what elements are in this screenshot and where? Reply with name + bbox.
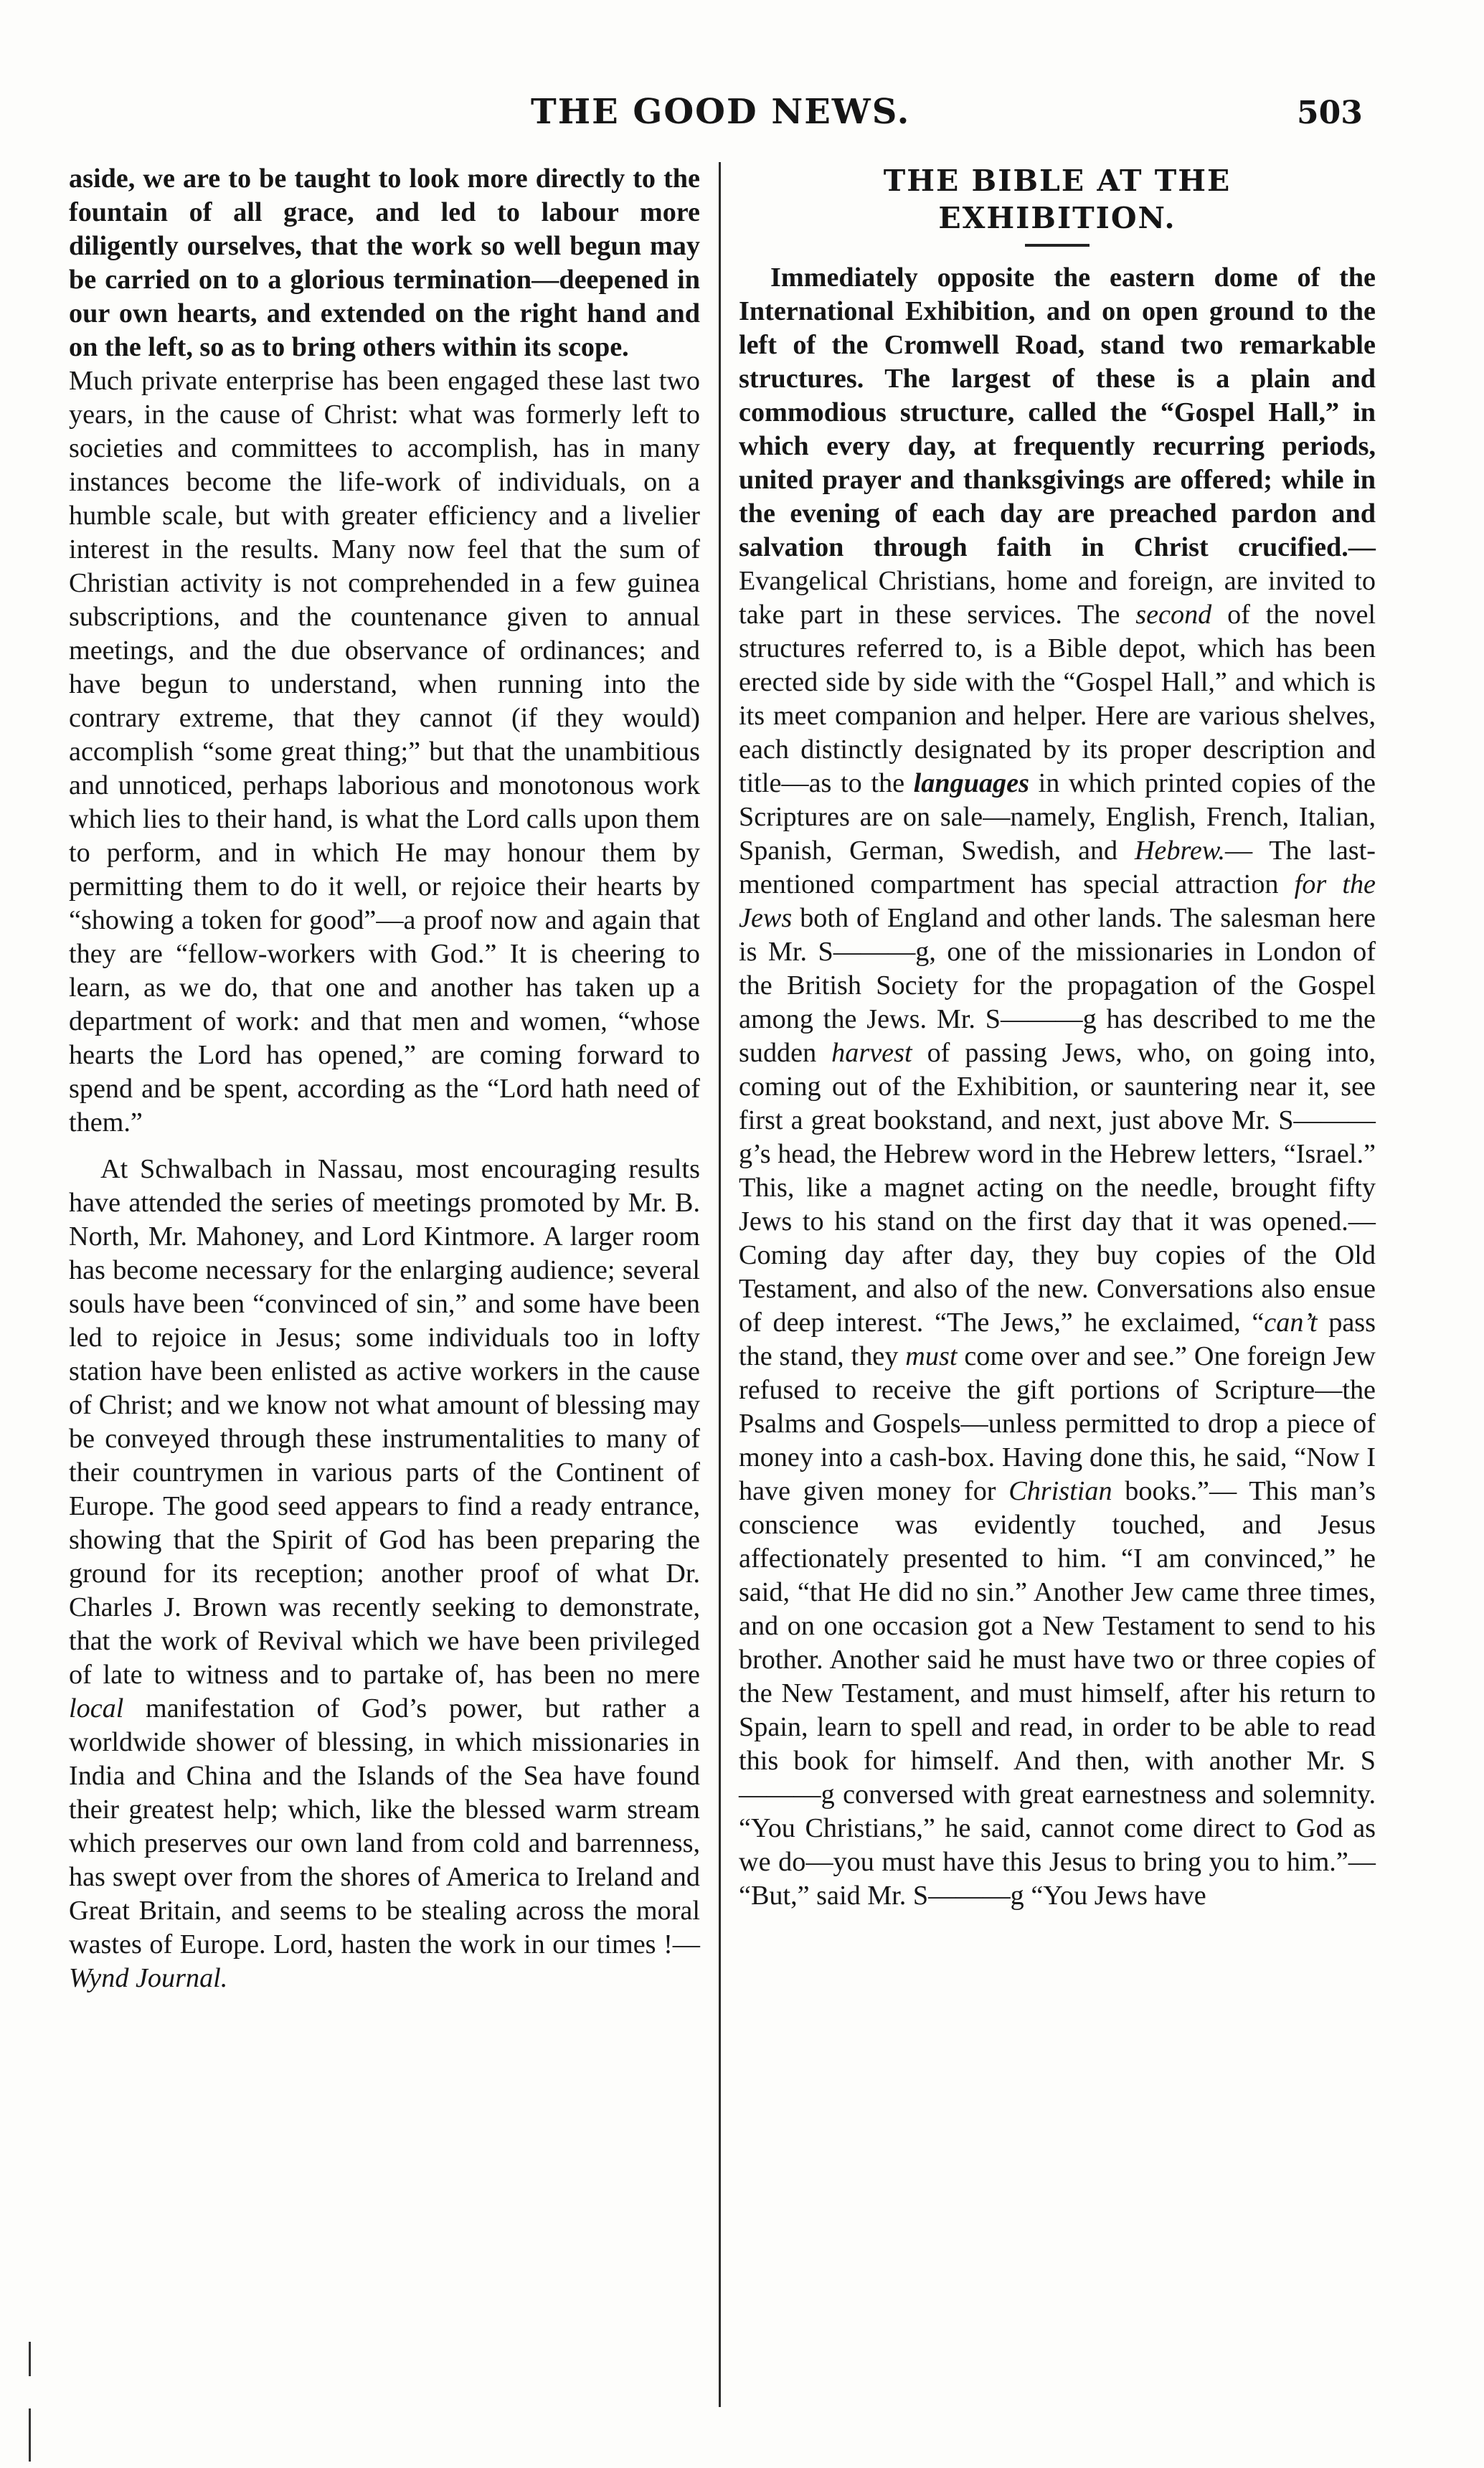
paragraph-text: Evangelical Christians, home and foreign, are invited to take part in these services. The <box>739 566 1376 630</box>
margin-mark <box>29 2342 31 2376</box>
paragraph-text: of passing Jews, who, on going into, coming out of the Exhibition, or sauntering near it, see first a great bookstand, and next, just above Mr. S———g’s head, the Hebrew word in the Hebrew letters, “Israel.” This, like a magnet acting on the needle, brought fifty Jews to his stand on the first day that it was opened.— Coming day after day, they buy copies of the Old Testament, and also of the new. Conversations also ensue of deep interest. “The Jews,” he exclaimed, “ <box>739 1038 1376 1338</box>
emphasis-for-the-jews: for the Jews <box>739 869 1376 933</box>
article-title-line: THE BIBLE AT THE <box>883 164 1232 198</box>
paragraph-text: Much private enterprise has been engaged these last two years, in the cause of Christ: what was formerly left to societies and committees to accomplish, has in many instances become the life-work of individuals, on a humble scale, but with greater efficiency and a livelier interest in the results. Many now feel that the sum of Christian activity is not comprehended in a few guinea subscriptions, and the countenance given to annual meetings, and the due observance of ordinances; and have begun to understand, when running into the contrary extreme, that they cannot (if they would) accomplish “some great thing;” but that the unambitious and unnoticed, perhaps laborious and monotonous work which lies to their hand, is what the Lord calls upon them to perform, and in which He may honour them by permitting them to do it well, or rejoice their hearts by “showing a token for good”—a proof now and again that they are “fellow-workers with God.” It is cheering to learn, as we do, that one and another has taken up a department of work: and that men and women, “whose hearts the Lord has opened,” are coming forward to spend and be spent, according as the “Lord hath need of them.” <box>69 366 700 1138</box>
title-rule <box>1025 244 1090 247</box>
running-head-title: THE GOOD NEWS. <box>531 92 911 132</box>
emphasis-hebrew: Hebrew. <box>1134 836 1226 866</box>
emphasis-cant: can’t <box>1264 1308 1318 1338</box>
paragraph-text: come over and see.” One foreign Jew refused to receive the gift portions of Scripture—the Psalms and Gospels—unless permitted to drop a piece of money into a cash-box. Having done this, he said, “Now I have given money for <box>739 1341 1376 1506</box>
paragraph-text: — The last-mentioned compartment has special attraction <box>739 836 1376 899</box>
paragraph-text: books.”— This man’s conscience was evidently touched, and Jesus affectionately presented to him. “I am convinced,” he said, “that He did no sin.” Another Jew came three times, and on one occasion got a New Testament to send to his brother. Another said he must have two or three copies of the New Testament, and must himself, after his return to Spain, learn to spell and read, in order to be able to read this book for himself. And then, with another Mr. S———g conversed with great earnestness and solemnity. “You Christians,” he said, cannot come direct to God as we do—you must have this Jesus to bring you to him.”— “But,” said Mr. S———g “You Jews have <box>739 1476 1376 1911</box>
paragraph-text: At Schwalbach in Nassau, most encouraging results have attended the series of meetings promoted by Mr. B. North, Mr. Mahoney, and Lord Kintmore. A larger room has become necessary for the enlarging audience; several souls have been “convinced of sin,” and some have been led to rejoice in Jesus; some individuals too in lofty station have been enlisted as active workers in the cause of Christ; and we know not what amount of blessing may be conveyed through these instrumentalities to many of their countrymen in various parts of the Continent of Europe. The good seed appears to find a ready entrance, showing that the Spirit of God has been preparing the ground for its reception; another proof of what Dr. Charles J. Brown was recently seeking to demonstrate, that the work of Revival which we have been privileged of late to witness and to partake of, has been no mere <box>69 1154 700 1690</box>
continuation-text: aside, we are to be taught to look more directly to the fountain of all grace, and led to labour more diligently ourselves, that the work so well begun may be carried on to a glorious termination—deepened in our own hearts, and extended on the right hand and on the left, so as to bring others within its scope. <box>69 164 700 362</box>
source-attribution: Wynd Journal. <box>69 1963 228 1993</box>
right-column <box>739 162 1376 1913</box>
paragraph-private-enterprise <box>69 364 700 1140</box>
paragraph-text: in which printed copies of the Scriptures are on sale—namely, English, French, Italian, Spanish, German, Swedish, and <box>739 768 1376 866</box>
page-number: 503 <box>1297 95 1363 131</box>
emphasis-christian: Christian <box>1008 1476 1112 1506</box>
paragraph-schwalbach <box>69 1153 700 1995</box>
lead-text: Immediately opposite the eastern dome of the International Exhibition, and on open ground to the left of the Cromwell Road, stand two remarkable structures. The largest of these is a plain and commodious structure, called the “Gospel Hall,” in which every day, at frequently recurring periods, united prayer and thanksgivings are offered; while in the evening of each day are preached pardon and salvation through faith in Christ crucified.— <box>739 263 1376 562</box>
margin-mark <box>29 2408 31 2462</box>
paragraph-text: of the novel structures referred to, is a Bible depot, which has been erected side by side with the “Gospel Hall,” and which is its meet companion and helper. Here are various shelves, each distinctly designated by its proper description and title—as to the <box>739 600 1376 798</box>
left-column <box>69 162 700 1995</box>
emphasis-must: must <box>905 1341 958 1371</box>
emphasis-local: local <box>69 1693 124 1724</box>
emphasis-languages: languages <box>913 768 1029 798</box>
emphasis-second: second <box>1135 600 1212 630</box>
article-title <box>739 162 1376 237</box>
paragraph-text: pass the stand, they <box>739 1308 1376 1371</box>
article-body <box>739 261 1376 1913</box>
paragraph-text: both of England and other lands. The salesman here is Mr. S———g, one of the missionaries in London of the British Society for the propagation of the Gospel among the Jews. Mr. S———g has described to me the sudden <box>739 903 1376 1068</box>
paragraph-text: manifestation of God’s power, but rather a worldwide shower of blessing, in which missionaries in India and China and the Islands of the Sea have found their greatest help; which, like the blessed warm stream which preserves our own land from cold and barrenness, has swept over from the shores of America to Ireland and Great Britain, and seems to be stealing across the moral wastes of Europe. Lord, hasten the work in our times !— <box>69 1693 700 1959</box>
article-title-line: EXHIBITION. <box>938 201 1176 235</box>
emphasis-harvest: harvest <box>831 1038 912 1068</box>
column-rule <box>719 162 721 2407</box>
